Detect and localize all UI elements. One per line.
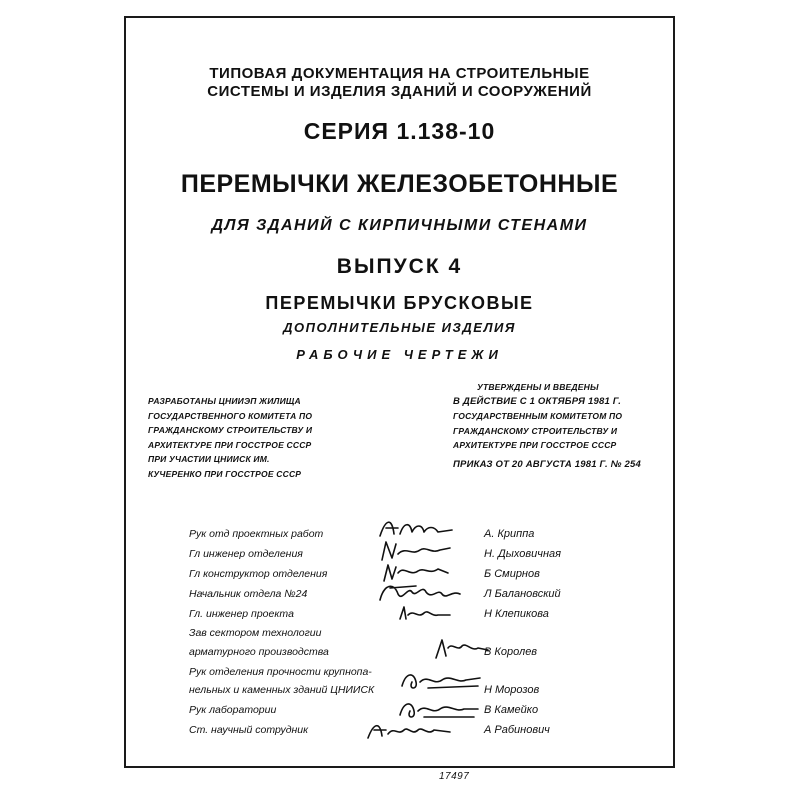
order-line: ПРИКАЗ ОТ 20 АВГУСТА 1981 Г. № 254 bbox=[453, 459, 642, 470]
signatory-position: Рук отд проектных работ bbox=[189, 528, 324, 540]
signatory-name: В Камейко bbox=[484, 704, 539, 716]
developed-line: ГРАЖДАНСКОМУ СТРОИТЕЛЬСТВУ И bbox=[148, 425, 313, 435]
developed-line: ПРИ УЧАСТИИ ЦНИИСК ИМ. bbox=[148, 454, 270, 464]
header-line-2: СИСТЕМЫ И ИЗДЕЛИЯ ЗДАНИЙ И СООРУЖЕНИЙ bbox=[207, 83, 592, 100]
inventory-number: 17497 bbox=[439, 771, 470, 782]
signatory-row bbox=[126, 646, 673, 666]
approved-line: ГРАЖДАНСКОМУ СТРОИТЕЛЬСТВУ И bbox=[453, 425, 618, 436]
document-sheet bbox=[124, 16, 675, 782]
approved-block bbox=[453, 380, 622, 453]
working-drawings-label: РАБОЧИЕ ЧЕРТЕЖИ bbox=[296, 347, 503, 362]
developed-line: РАЗРАБОТАНЫ ЦНИИЭП ЖИЛИЩА bbox=[148, 396, 301, 406]
document-title: ПЕРЕМЫЧКИ ЖЕЛЕЗОБЕТОННЫЕ bbox=[180, 170, 619, 198]
signatory-position: Гл инженер отделения bbox=[189, 548, 303, 560]
signatory-name: Н Морозов bbox=[484, 684, 540, 696]
signature-scribble bbox=[398, 668, 484, 694]
signatory-name: Л Балановский bbox=[484, 588, 561, 600]
developed-line: ГОСУДАРСТВЕННОГО КОМИТЕТА ПО bbox=[148, 410, 313, 421]
signature-scribble bbox=[396, 603, 456, 625]
approved-line: УТВЕРЖДЕНЫ И ВВЕДЕНЫ bbox=[477, 382, 599, 392]
signatory-name: В Королев bbox=[484, 646, 538, 658]
signatory-position: Зав сектором технологии bbox=[189, 627, 322, 639]
developed-line: АРХИТЕКТУРЕ ПРИ ГОССТРОЕ СССР bbox=[148, 439, 312, 450]
signature-scribble bbox=[376, 578, 466, 606]
signatory-position: Рук отделения прочности крупнопа- bbox=[189, 666, 372, 678]
approved-line: В ДЕЙСТВИЕ С 1 ОКТЯБРЯ 1981 Г. bbox=[453, 395, 622, 407]
approved-line: АРХИТЕКТУРЕ ПРИ ГОССТРОЕ СССР bbox=[453, 440, 617, 450]
signatory-position: арматурного производства bbox=[189, 646, 329, 658]
signatory-name: А Рабинович bbox=[484, 724, 550, 736]
signature-scribble bbox=[364, 718, 454, 744]
series-title: СЕРИЯ 1.138-10 bbox=[303, 118, 496, 144]
developed-line: КУЧЕРЕНКО ПРИ ГОССТРОЕ СССР bbox=[148, 468, 302, 479]
signatory-name: Н. Дыховичная bbox=[484, 548, 561, 560]
signatory-name: Н Клепикова bbox=[484, 608, 549, 620]
signature-scribble bbox=[432, 636, 492, 662]
signatory-row bbox=[126, 627, 673, 647]
header-line-1: ТИПОВАЯ ДОКУМЕНТАЦИЯ НА СТРОИТЕЛЬНЫЕ bbox=[209, 65, 590, 82]
signatory-position: Гл. инженер проекта bbox=[189, 608, 294, 620]
document-subtitle: ДЛЯ ЗДАНИЙ С КИРПИЧНЫМИ СТЕНАМИ bbox=[211, 217, 588, 234]
signatory-name: А. Криппа bbox=[484, 528, 535, 540]
signatory-position: нельных и каменных зданий ЦНИИСК bbox=[189, 684, 375, 696]
signatory-position: Рук лаборатории bbox=[189, 704, 277, 716]
signatory-position: Гл конструктор отделения bbox=[189, 568, 328, 580]
issue-subtitle: ДОПОЛНИТЕЛЬНЫЕ ИЗДЕЛИЯ bbox=[283, 320, 516, 335]
developed-by-block bbox=[148, 394, 312, 481]
signatory-position: Ст. научный сотрудник bbox=[189, 724, 309, 736]
issue-number: ВЫПУСК 4 bbox=[336, 255, 463, 278]
signatory-position: Начальник отдела №24 bbox=[189, 588, 308, 600]
signatory-name: Б Смирнов bbox=[484, 568, 540, 580]
issue-title: ПЕРЕМЫЧКИ БРУСКОВЫЕ bbox=[265, 293, 534, 313]
approved-line: ГОСУДАРСТВЕННЫМ КОМИТЕТОМ ПО bbox=[453, 411, 623, 421]
